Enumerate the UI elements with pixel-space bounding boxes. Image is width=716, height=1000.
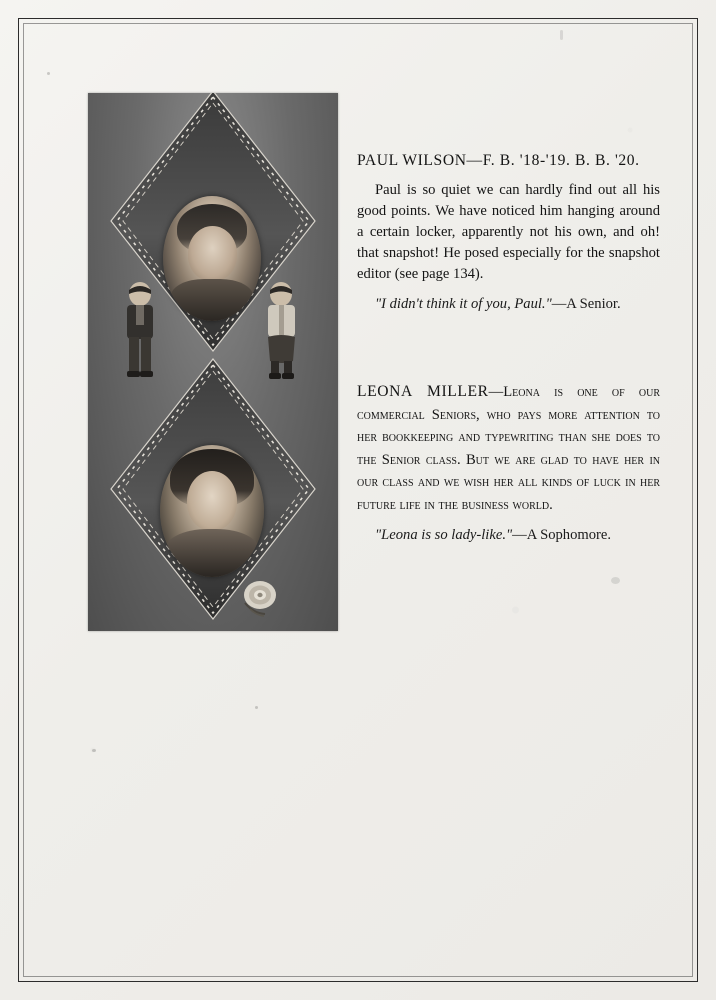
portrait-face	[187, 471, 237, 530]
entry-body-paul-wilson: Paul is so quiet we can hardly find out all his good points. We have noticed him hanging around a certain locker, apparently not his own, and oh! that snapshot! He posed especially for the snapshot editor (see page 134).	[357, 182, 660, 283]
scan-speck	[47, 72, 50, 75]
entry-paul-wilson	[357, 150, 660, 315]
quote-attribution: —A Sophomore.	[512, 527, 612, 544]
entry-spacer	[357, 315, 660, 381]
entry-name-line	[357, 381, 660, 516]
entry-quote-paul-wilson	[357, 294, 660, 315]
rose-icon	[236, 575, 286, 621]
scan-speck	[560, 30, 563, 40]
entry-quote-leona-miller	[357, 525, 660, 546]
paul-wilson-portrait	[163, 196, 261, 321]
scan-speck	[92, 749, 96, 752]
portrait-face	[188, 226, 237, 281]
scan-speck	[611, 577, 620, 584]
student-name-leona-miller: LEONA MILLER—Leona is one of our commercial Seniors, who pays more attention to her bookkeeping and typewriting than she does to the Senior class. But we are glad to have her in our class and we wish her all kinds of luck in her future life in the business world.	[357, 383, 661, 513]
snapshot-boy-standing-left-icon	[110, 281, 170, 379]
student-name-paul-wilson: PAUL WILSON—F. B. '18-'19. B. B. '20.	[357, 152, 640, 169]
quote-text: "Leona is so lady-like."	[375, 527, 513, 544]
quote-text: "I didn't think it of you, Paul."	[375, 296, 552, 313]
scan-speck	[255, 706, 258, 709]
portrait-collar	[171, 279, 253, 322]
entry-name-line	[357, 150, 660, 172]
quote-attribution: —A Senior.	[551, 296, 621, 313]
photo-plate	[88, 93, 338, 631]
text-column	[357, 150, 660, 546]
snapshot-boy-standing-right-icon	[250, 281, 312, 381]
leona-miller-portrait	[160, 445, 264, 577]
entry-leona-miller	[357, 381, 660, 546]
portrait-collar	[164, 529, 260, 577]
